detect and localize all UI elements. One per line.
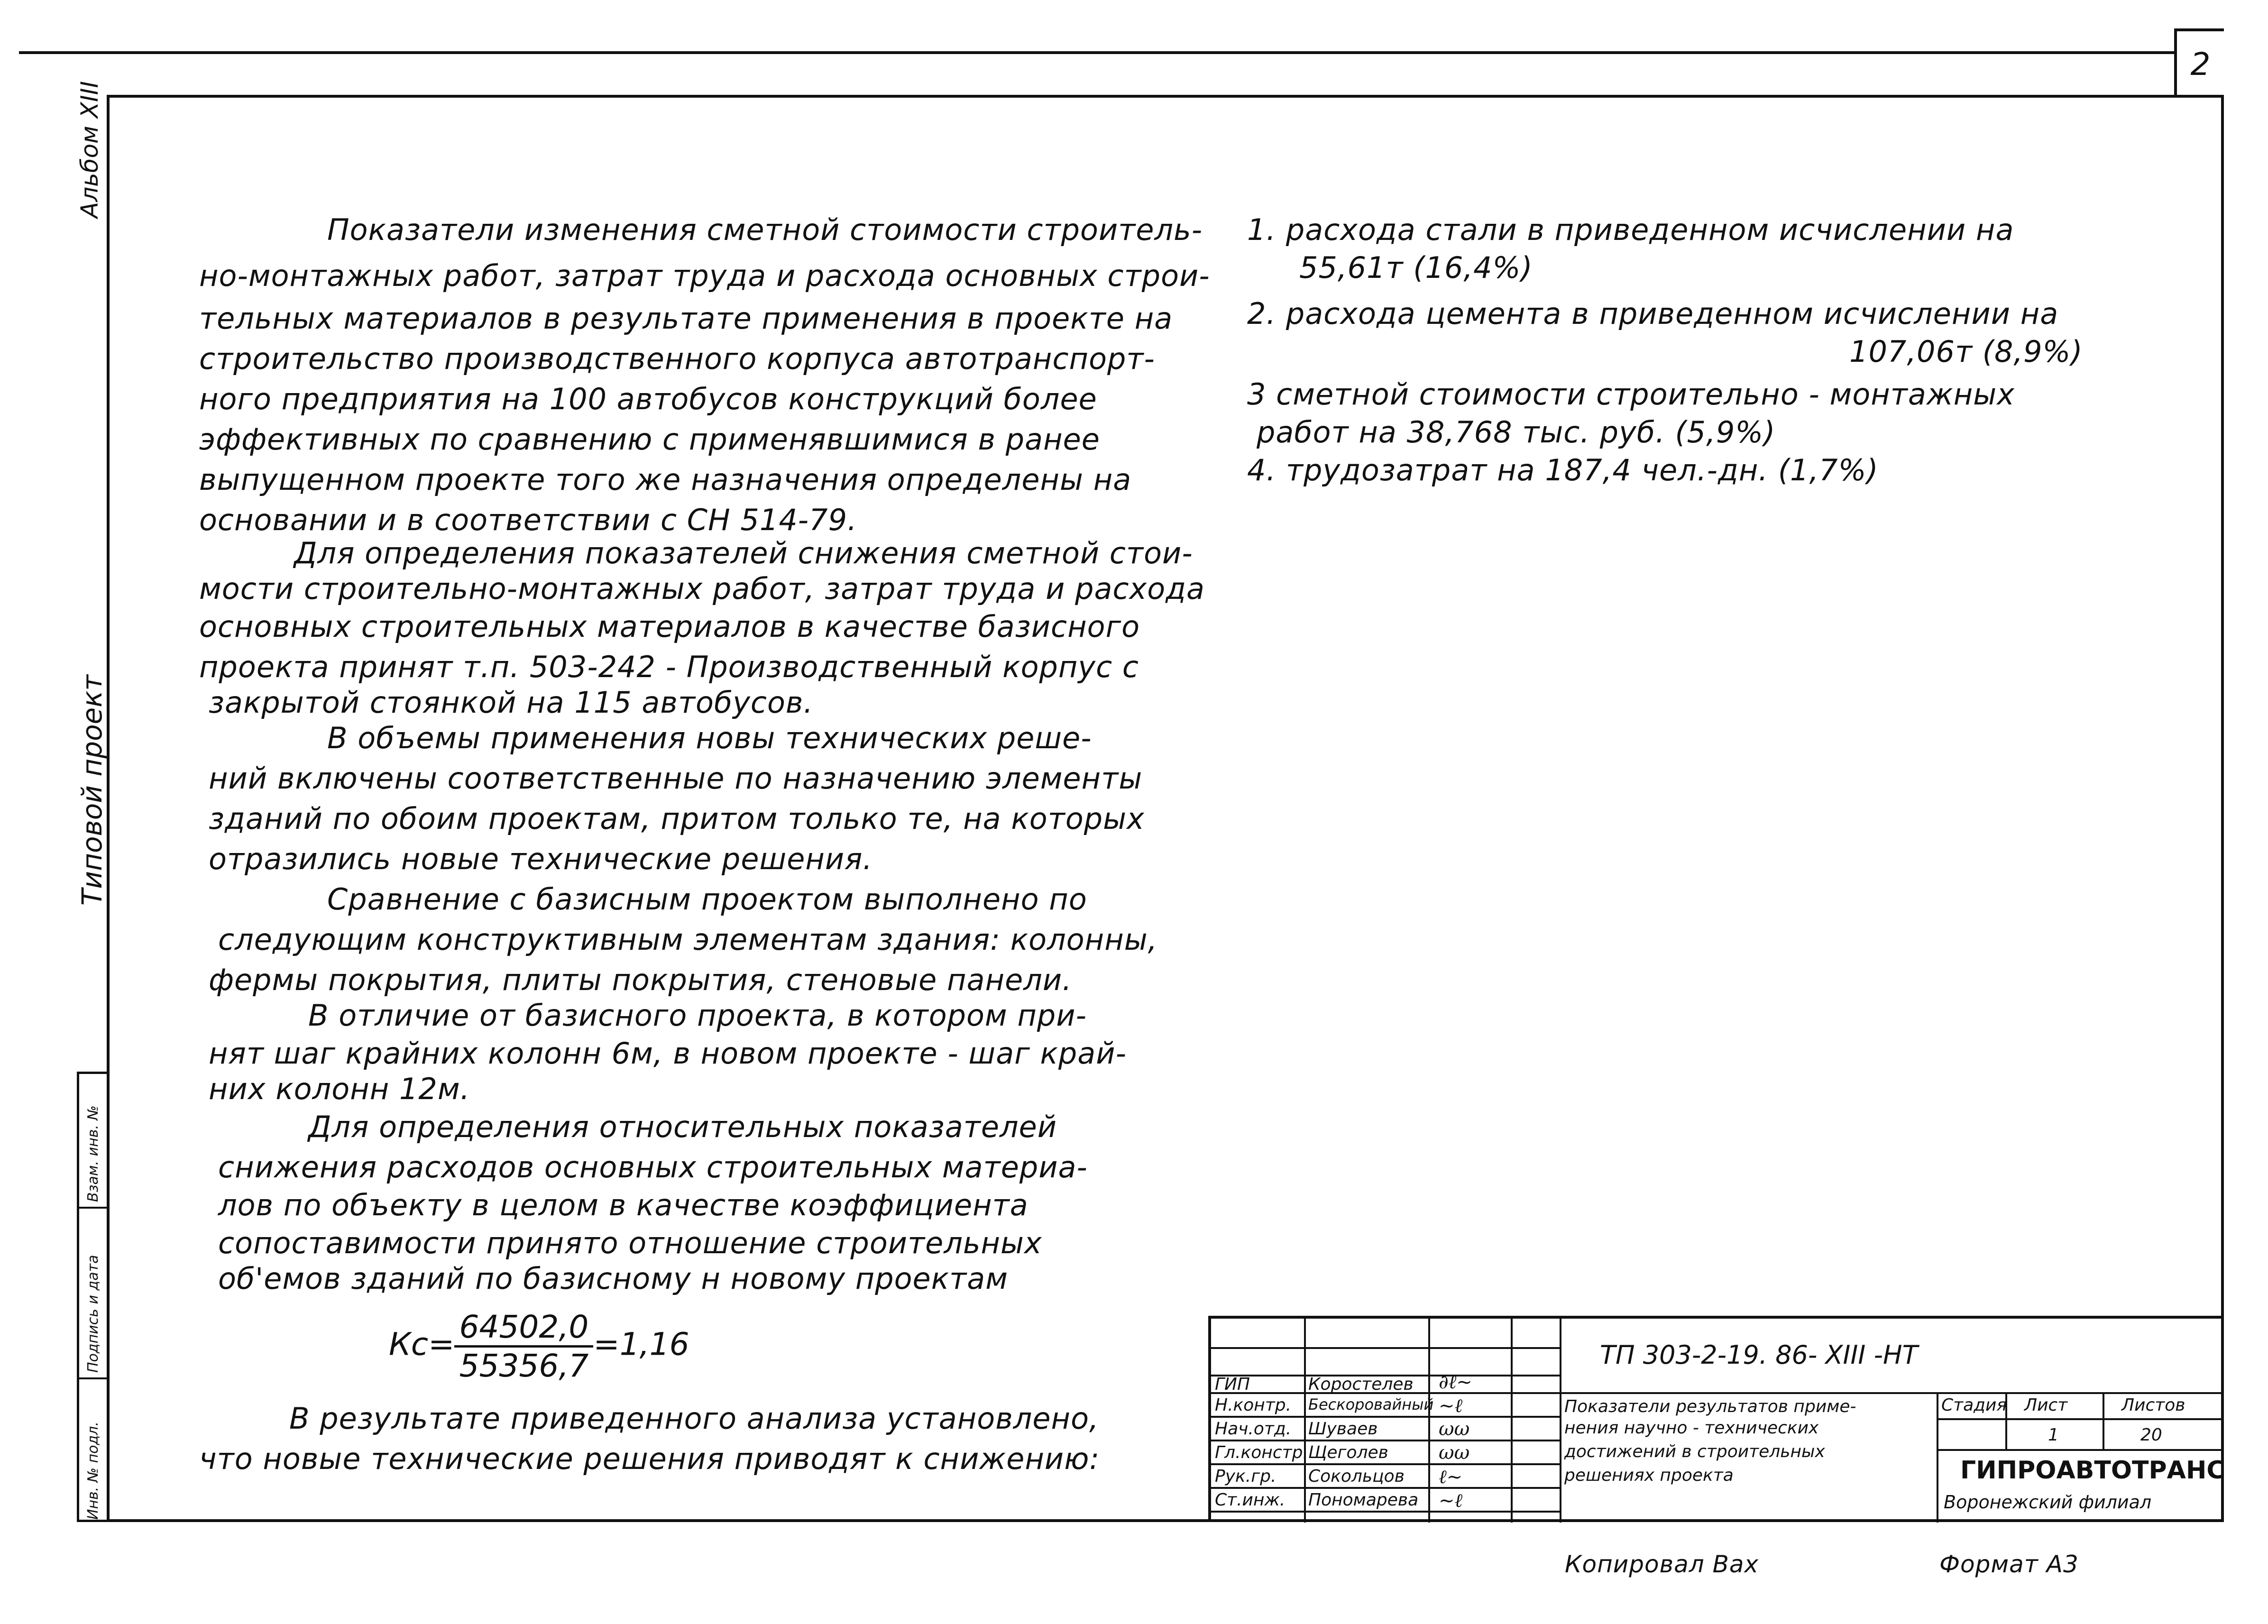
paragraph-line: ний включены соответственные по назначению элементы: [209, 761, 1143, 796]
signature-mark: ∂ℓ~: [1439, 1371, 1472, 1393]
binder-margin: [77, 1072, 107, 1522]
paragraph-line: лов по объекту в целом в качестве коэффициента: [218, 1188, 1028, 1222]
paper-format: Формат А3: [1939, 1551, 2079, 1578]
album-label: Альбом XIII: [76, 81, 103, 218]
result-item-line: 1. расхода стали в приведенном исчислении на: [1247, 212, 2014, 247]
signature-mark: ωω: [1439, 1442, 1470, 1464]
organization-name: ГИПРОАВТОТРАНС: [1960, 1456, 2225, 1485]
description-line: решениях проекта: [1564, 1466, 1734, 1485]
paragraph-line: Для определения показателей снижения сметной стои-: [294, 536, 1193, 570]
signature-mark: ℓ~: [1439, 1466, 1463, 1488]
paragraph-line: нят шаг крайних колонн 6м, в новом проекте - шаг край-: [209, 1036, 1127, 1071]
conclusion-line: что новые технические решения приводят к снижению:: [199, 1441, 1100, 1476]
title-block: [1208, 1316, 2224, 1522]
role-label: Рук.гр.: [1215, 1467, 1276, 1486]
formula-numerator: 64502,0: [454, 1309, 593, 1348]
person-name: Бескоровайный: [1308, 1395, 1434, 1413]
binder-label-signature: Подпись и дата: [85, 1255, 101, 1373]
person-name: Сокольцов: [1308, 1467, 1405, 1486]
description-line: нения научно - технических: [1564, 1418, 1819, 1438]
document-code: ТП 303-2-19. 86- XIII -НТ: [1600, 1340, 1918, 1370]
coefficient-formula: [389, 1309, 689, 1384]
person-name: Пономарева: [1308, 1490, 1419, 1510]
sheets-value: 20: [2140, 1425, 2162, 1445]
paragraph-line: строительство производственного корпуса автотранспорт-: [199, 341, 1155, 376]
paragraph-line: снижения расходов основных строительных материа-: [218, 1150, 1088, 1184]
sheets-header: Листов: [2121, 1395, 2185, 1415]
person-name: Щеголев: [1308, 1443, 1388, 1462]
paragraph-line: основании и в соответствии с СН 514-79.: [199, 503, 857, 537]
result-item-line: 107,06т (8,9%): [1849, 334, 2083, 369]
signature-mark: ~ℓ: [1439, 1395, 1463, 1417]
description-line: достижений в строительных: [1564, 1442, 1825, 1461]
paragraph-line: выпущенном проекте того же назначения определены на: [199, 462, 1132, 497]
result-item-line: 4. трудозатрат на 187,4 чел.-дн. (1,7%): [1247, 453, 1879, 487]
paragraph-line: них колонн 12м.: [209, 1072, 470, 1106]
signature-mark: ωω: [1439, 1418, 1470, 1440]
paragraph-line: фермы покрытия, плиты покрытия, стеновые панели.: [209, 963, 1072, 997]
copied-by: Копировал Вах: [1565, 1551, 1759, 1578]
formula-fraction: [454, 1309, 593, 1384]
paragraph-line: В объемы применения новы технических реше-: [327, 721, 1092, 755]
branch-name: Воронежский филиал: [1944, 1492, 2152, 1513]
paragraph-line: об'емов зданий по базисному н новому проектам: [218, 1261, 1009, 1296]
paragraph-line: отразились новые технические решения.: [209, 842, 873, 876]
paragraph-line: В отличие от базисного проекта, в котором при-: [308, 998, 1087, 1033]
paragraph-line: проекта принят т.п. 503-242 - Производственный корпус с: [199, 650, 1139, 684]
result-item-line: работ на 38,768 тыс. руб. (5,9%): [1257, 415, 1776, 450]
paragraph-line: Для определения относительных показателей: [308, 1110, 1057, 1144]
paragraph-line: Сравнение с базисным проектом выполнено по: [327, 882, 1087, 917]
project-type-label: Типовой проект: [76, 674, 108, 906]
sheet-header: Лист: [2024, 1395, 2068, 1415]
binder-label-replace: Взам. инв. №: [85, 1105, 101, 1202]
paragraph-line: мости строительно-монтажных работ, затрат труда и расхода: [199, 571, 1205, 606]
top-border-line: [19, 51, 2174, 54]
paragraph-line: следующим конструктивным элементам здания: колонны,: [218, 922, 1158, 957]
person-name: Шуваев: [1308, 1419, 1378, 1439]
paragraph-line: но-монтажных работ, затрат труда и расхода основных строи-: [199, 258, 1210, 293]
stage-header: Стадия: [1941, 1395, 2007, 1415]
formula-lhs: Кс=: [389, 1326, 455, 1363]
sheet-value: 1: [2048, 1425, 2059, 1445]
sheet-number: 2: [2190, 46, 2211, 83]
signature-mark: ~ℓ: [1439, 1490, 1463, 1512]
paragraph-line: зданий по обоим проектам, притом только те, на которых: [209, 801, 1145, 836]
result-item-line: 55,61т (16,4%): [1299, 250, 1533, 285]
description-line: Показатели результатов приме-: [1564, 1397, 1856, 1416]
role-label: Ст.инж.: [1215, 1490, 1286, 1510]
paragraph-line: ного предприятия на 100 автобусов конструкций более: [199, 382, 1097, 416]
formula-denominator: 55356,7: [459, 1348, 589, 1384]
conclusion-line: В результате приведенного анализа установлено,: [289, 1401, 1099, 1436]
paragraph-line: эффективных по сравнению с применявшимися в ранее: [199, 422, 1100, 457]
paragraph-line: тельных материалов в результате применения в проекте на: [199, 301, 1173, 336]
role-label: Нач.отд.: [1215, 1419, 1292, 1439]
paragraph-line: Показатели изменения сметной стоимости строитель-: [327, 212, 1203, 247]
paragraph-line: основных строительных материалов в качестве базисного: [199, 609, 1140, 644]
paragraph-line: сопоставимости принято отношение строительных: [218, 1226, 1042, 1260]
binder-label-inventory: Инв. № подл.: [85, 1422, 101, 1520]
role-label: Гл.констр.: [1215, 1443, 1308, 1462]
result-item-line: 2. расхода цемента в приведенном исчислении на: [1247, 296, 2059, 331]
formula-result: =1,16: [593, 1326, 689, 1363]
sheet-number-box: [2174, 28, 2224, 98]
person-name: Коростелев: [1308, 1375, 1414, 1394]
role-label: Н.контр.: [1215, 1395, 1292, 1415]
role-label: ГИП: [1215, 1375, 1250, 1394]
paragraph-line: закрытой стоянкой на 115 автобусов.: [209, 685, 814, 720]
result-item-line: 3 сметной стоимости строительно - монтажных: [1247, 377, 2015, 412]
